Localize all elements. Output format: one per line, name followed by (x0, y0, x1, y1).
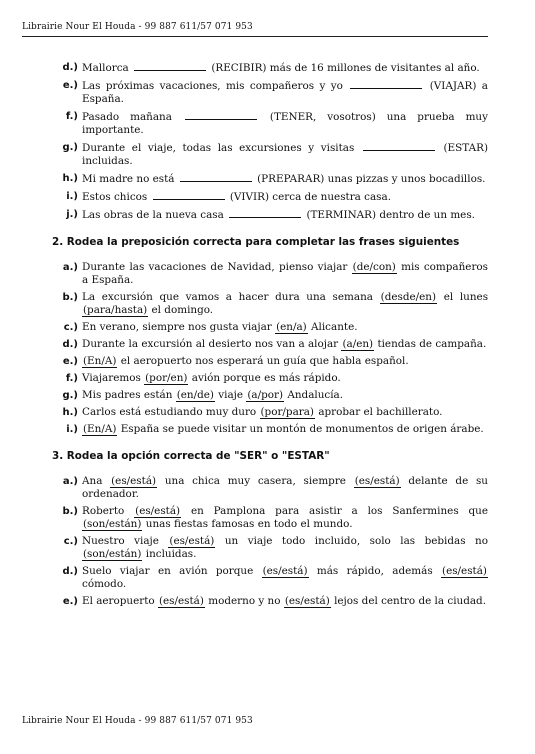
s1-item-e: e.) Las próximas vacaciones, mis compañeros y yo (VIAJAR) a España. (62, 80, 488, 105)
option-choice[interactable]: (en/de) (176, 389, 214, 401)
section-2-title: 2. Rodea la preposición correcta para completar las frases siguientes (52, 236, 460, 248)
option-choice[interactable]: (de/con) (352, 261, 396, 273)
s1-item-g: g.) Durante el viaje, todas las excursiones y visitas (ESTAR) incluidas. (62, 142, 488, 167)
s3-item-c: c.) Nuestro viaje (es/está) un viaje todo incluido, solo las bebidas no (son/están) incluidas. (63, 535, 488, 560)
answer-blank[interactable] (229, 208, 301, 218)
s1-item-d: d.) Mallorca (RECIBIR) más de 16 millones de visitantes al año. (62, 62, 480, 74)
s3-item-e: e.) El aeropuerto (es/está) moderno y no (es/está) lejos del centro de la ciudad. (62, 595, 487, 607)
option-choice[interactable]: (por/para) (260, 406, 314, 418)
s1-item-f: f.) Pasado mañana (TENER, vosotros) una prueba muy importante. (65, 111, 488, 136)
page-header: Librairie Nour El Houda - 99 887 611/57 071 953 (22, 22, 253, 32)
answer-blank[interactable] (363, 141, 435, 151)
s2-item-c: c.) En verano, siempre nos gusta viajar (en/a) Alicante. (63, 321, 358, 333)
option-choice[interactable]: (son/están) (83, 548, 142, 560)
s3-item-a: a.) Ana (es/está) una chica muy casera, siempre (es/está) delante de su ordenador. (62, 475, 488, 500)
s1-item-j: j.) Las obras de la nueva casa (TERMINAR) dentro de un mes. (66, 209, 475, 221)
option-choice[interactable]: (en/a) (276, 321, 307, 333)
s1-item-i: i.) Estos chicos (VIVIR) cerca de nuestra casa. (66, 191, 392, 203)
s2-item-f: f.) Viajaremos (por/en) avión porque es más rápido. (65, 372, 341, 384)
s2-item-a: a.) Durante las vacaciones de Navidad, pienso viajar (de/con) mis compañeros a España. (62, 261, 489, 286)
option-choice[interactable]: (a/en) (342, 338, 374, 350)
answer-blank[interactable] (134, 61, 206, 71)
s2-item-h: h.) Carlos está estudiando muy duro (por/para) aprobar el bachillerato. (62, 406, 443, 418)
s2-item-i: i.) (En/A) España se puede visitar un montón de monumentos de origen árabe. (66, 423, 484, 435)
option-choice[interactable]: (En/A) (83, 355, 117, 367)
option-choice[interactable]: (desde/en) (380, 291, 437, 303)
option-choice[interactable]: (es/está) (354, 475, 400, 487)
option-choice[interactable]: (para/hasta) (83, 304, 148, 316)
s1-item-h: h.) Mi madre no está (PREPARAR) unas pizzas y unos bocadillos. (62, 173, 486, 185)
option-choice[interactable]: (es/está) (158, 595, 204, 607)
page-footer: Librairie Nour El Houda - 99 887 611/57 071 953 (22, 716, 253, 726)
option-choice[interactable]: (es/está) (262, 565, 308, 577)
s2-item-g: g.) Mis padres están (en/de) viaje (a/por) Andalucía. (62, 389, 344, 401)
section-1-list (56, 61, 488, 222)
option-choice[interactable]: (a/por) (247, 389, 284, 401)
section-3-list (56, 475, 488, 608)
answer-blank[interactable] (153, 190, 225, 200)
answer-blank[interactable] (180, 172, 252, 182)
option-choice[interactable]: (es/está) (111, 475, 157, 487)
answer-blank[interactable] (350, 79, 422, 89)
s2-item-e: e.) (En/A) el aeropuerto nos esperará un guía que habla español. (62, 355, 409, 367)
header-rule (22, 36, 488, 37)
option-choice[interactable]: (es/está) (135, 505, 181, 517)
option-choice[interactable]: (es/está) (442, 565, 487, 577)
s3-item-d: d.) Suelo viajar en avión porque (es/está) más rápido, además (es/está) cómodo. (62, 565, 487, 590)
option-choice[interactable]: (por/en) (145, 372, 188, 384)
option-choice[interactable]: (son/están) (83, 518, 142, 530)
s3-item-b: b.) Roberto (es/está) en Pamplona para asistir a los Sanfermines que (son/están) unas fiestas famosas en todo el mundo. (62, 505, 488, 530)
s2-item-b: b.) La excursión que vamos a hacer dura una semana (desde/en) el lunes (para/hasta) el domingo. (62, 291, 489, 316)
s2-item-d: d.) Durante la excursión al desierto nos van a alojar (a/en) tiendas de campaña. (62, 338, 487, 350)
option-choice[interactable]: (es/está) (169, 535, 215, 547)
section-2-list (56, 261, 488, 436)
option-choice[interactable]: (En/A) (83, 423, 117, 435)
worksheet-content (52, 61, 489, 612)
answer-blank[interactable] (185, 110, 257, 120)
section-3-title: 3. Rodea la opción correcta de "SER" o "ESTAR" (52, 450, 330, 462)
option-choice[interactable]: (es/está) (284, 595, 330, 607)
